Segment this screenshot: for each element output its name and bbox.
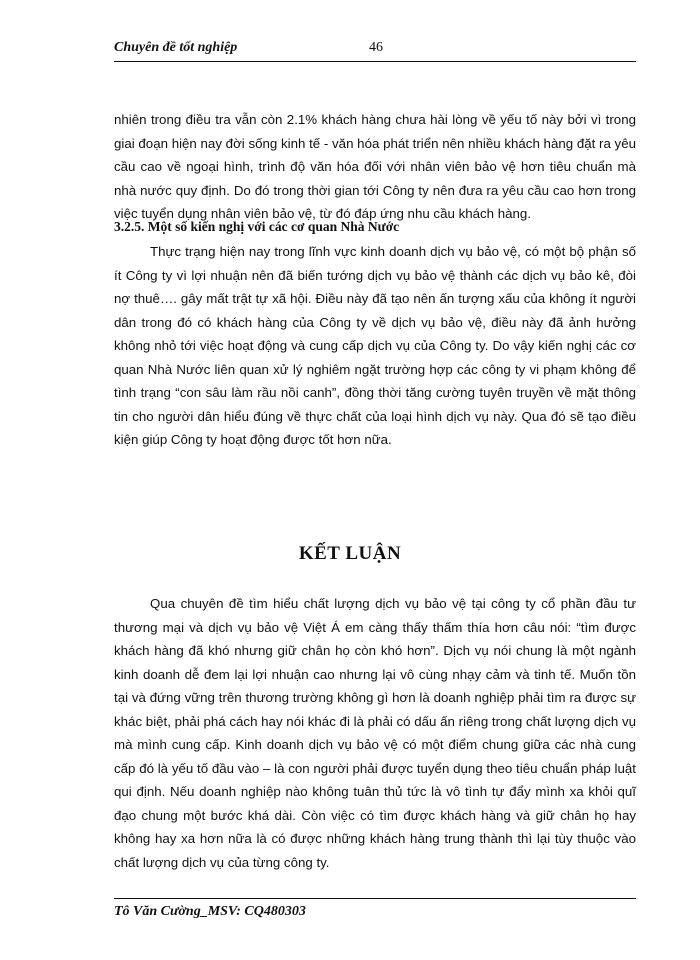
footer-divider	[114, 898, 636, 899]
document-title: Chuyên đề tốt nghiệp	[114, 40, 238, 55]
header-divider	[114, 61, 636, 62]
conclusion-heading: KẾT LUẬN	[298, 543, 402, 564]
page-number: 46	[369, 40, 383, 55]
paragraph-recommendation: Thực trạng hiện nay trong lĩnh vực kinh doanh dịch vụ bảo vệ, có một bộ phận số ít Công ty vì lợi nhuận nên đã biến tướng dịch vụ bảo vệ thành các dịch vụ bảo kê, đòi nợ thuê…. gây mất trật tự xã hội. Điều này đã tạo nên ấn tượng xấu của không ít người dân trong đó có khách hàng của Công ty về dịch vụ bảo vệ, điều này đã ảnh hưởng không nhỏ tới việc hoạt động và cung cấp dịch vụ của Công ty. Do vậy kiến nghị các cơ quan Nhà Nước liên quan xử lý nghiêm ngặt trường hợp các công ty vi phạm không để tình trạng “con sâu làm rầu nồi canh”, đồng thời tăng cường tuyên truyền về mặt thông tin cho người dân hiểu đúng về thực chất của loại hình dịch vụ này. Qua đó sẽ tạo điều kiện giúp Công ty hoạt động được tốt hơn nữa.	[114, 244, 636, 447]
section-heading: 3.2.5. Một số kiến nghị với các cơ quan Nhà Nước	[114, 219, 400, 234]
paragraph-conclusion: Qua chuyên đề tìm hiểu chất lượng dịch vụ bảo vệ tại công ty cổ phần đầu tư thương mại và dịch vụ bảo vệ Việt Á em càng thấy thấm thía hơn câu nói: “tìm được khách hàng đã khó nhưng giữ chân họ còn khó hơn”. Dịch vụ nói chung là một ngành kinh doanh dễ đem lại lợi nhuận cao nhưng lại vô cùng nhạy cảm và tinh tế. Muốn tồn tại và đứng vững trên thương trường không gì hơn là doanh nghiệp phải tìm ra được sự khác biệt, phải phá cách hay nói khác đi là phải có dấu ấn riêng trong chất lượng dịch vụ mà mình cung cấp. Kinh doanh dịch vụ bảo vệ có một điểm chung giữa các nhà cung cấp đó là yếu tố đầu vào – là con người phải được tuyển dụng theo tiêu chuẩn pháp luật qui định. Nếu doanh nghiệp nào không tuân thủ tức là vô tình tự đẩy mình xa khỏi quĩ đạo chung một bước khá dài. Còn việc có tìm được khách hàng và giữ chân họ hay không hay xa hơn nữa là có được những khách hàng trung thành thì lại tùy thuộc vào chất lượng dịch vụ của từng công ty.	[114, 596, 636, 870]
header-bar	[114, 40, 636, 62]
author-line: Tô Văn Cường_MSV: CQ480303	[114, 904, 306, 919]
paragraph-continuation: nhiên trong điều tra vẫn còn 2.1% khách hàng chưa hài lòng về yếu tố này bởi vì trong giai đoạn hiện nay đời sống kinh tế - văn hóa phát triển nên nhiều khách hàng đặt ra yêu cầu cao về ngoại hình, trình độ văn hóa đối với nhân viên bảo vệ hơn tiêu chuẩn mà nhà nước quy định. Do đó trong thời gian tới Công ty nên đưa ra yêu cầu cao hơn trong việc tuyển dụng nhân viên bảo vệ, từ đó đáp ứng nhu cầu khách hàng.	[114, 112, 636, 221]
